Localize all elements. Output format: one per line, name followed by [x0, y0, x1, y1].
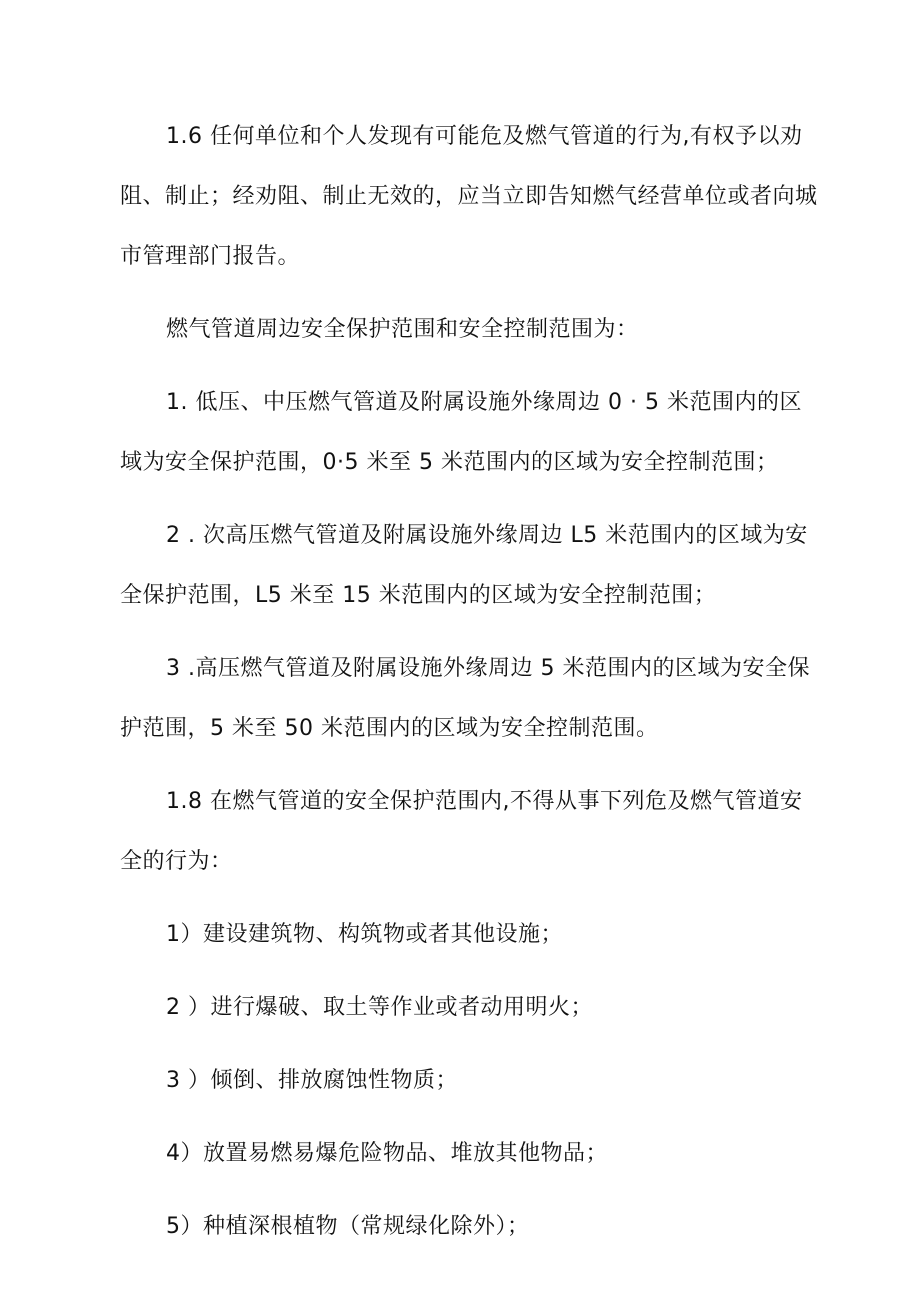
paragraph-1-8-prohibited: 1.8 在燃气管道的安全保护范围内,不得从事下列危及燃气管道安全的行为： [120, 789, 803, 874]
list-item-2: 2 ）进行爆破、取土等作业或者动用明火； [166, 995, 593, 1020]
list-item-3: 3 ）倾倒、排放腐蚀性物质； [166, 1068, 458, 1093]
list-item-5: 5）种植深根植物（常规绿化除外）； [166, 1214, 530, 1239]
paragraph-low-medium-pressure: 1. 低压、中压燃气管道及附属设施外缘周边 0 · 5 米范围内的区域为安全保护范围，0·5 米至 5 米范围内的区域为安全控制范围； [120, 390, 802, 475]
paragraph-sub-high-pressure: 2 . 次高压燃气管道及附属设施外缘周边 L5 米范围内的区域为安全保护范围，L5 米至 15 米范围内的区域为安全控制范围； [120, 523, 808, 608]
paragraph-protection-range-intro: 燃气管道周边安全保护范围和安全控制范围为： [166, 317, 639, 342]
list-item-1: 1）建设建筑物、构筑物或者其他设施； [166, 922, 563, 947]
document-body [120, 107, 820, 1270]
list-item-4: 4）放置易燃易爆危险物品、堆放其他物品； [166, 1141, 608, 1166]
paragraph-1-6-reporting: 1.6 任何单位和个人发现有可能危及燃气管道的行为,有权予以劝阻、制止；经劝阻、制止无效的，应当立即告知燃气经营单位或者向城市管理部门报告。 [120, 124, 818, 269]
paragraph-high-pressure: 3 .高压燃气管道及附属设施外缘周边 5 米范围内的区域为安全保护范围，5 米至 50 米范围内的区域为安全控制范围。 [120, 656, 810, 741]
